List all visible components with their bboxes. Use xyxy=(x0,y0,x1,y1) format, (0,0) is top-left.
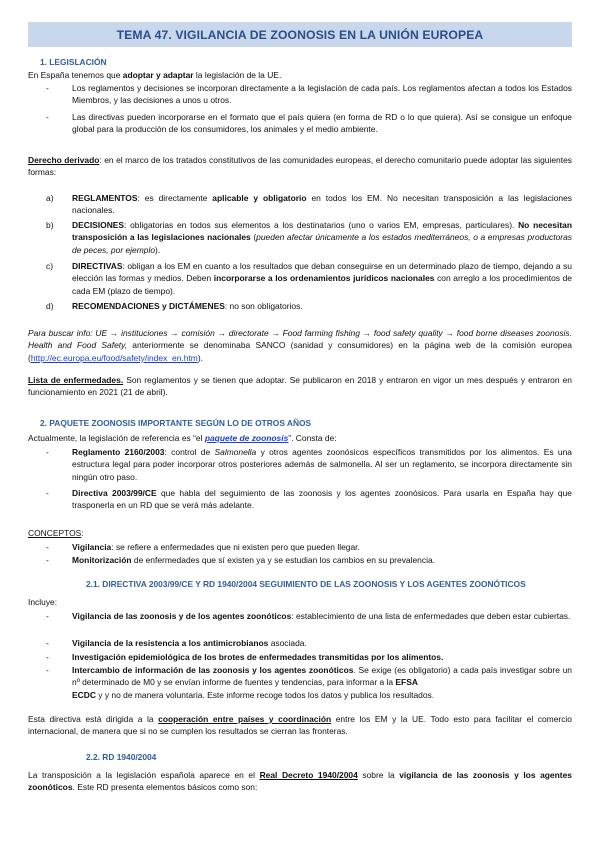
document-title: TEMA 47. VIGILANCIA DE ZOONOSIS EN LA UNIÓN EUROPEA xyxy=(116,27,484,42)
list-marker-c: c) xyxy=(46,261,54,271)
dash-bullet: - xyxy=(46,542,49,552)
s2-conceptos-label: CONCEPTOS: xyxy=(28,528,84,538)
s22-paragraph: La transposición a la legislación española aparece en el Real Decreto 1940/2004 sobre la vigilancia de las zoonosis y los agentes zoonóticos. Este RD presenta elementos básicos como son: xyxy=(28,770,572,793)
s1-item-reglamentos: REGLAMENTOS: es directamente aplicable y obligatorio en todos los EM. No necesitan transposición a las legislaciones nacionales. xyxy=(72,193,572,216)
s21-item-intercambio: Intercambio de información de las zoonosis y los agentes zoonóticos. Se exige (es obligatorio) a cada país investigar sobre un nº determinado de M0 y se envían informe de fuentes y tendencias, para informar a la EFSA ECDC y y no de manera voluntaria. Este informe recoge todos los datos y publica los resultados. xyxy=(72,665,572,700)
section-2-heading: 2. PAQUETE ZOONOSIS IMPORTANTE SEGÚN LO DE OTROS AÑOS xyxy=(40,418,312,428)
list-marker-b: b) xyxy=(46,220,54,230)
title-banner xyxy=(28,22,572,47)
s1-item-directivas: DIRECTIVAS: obligan a los EM en cuanto a los resultados que deban conseguirse en un determinado plazo de tiempo, dejando a su elección las formas y medios. Deben incorporarse a los ordenamientos jurídicos nacionales con arreglo a los procedimientos de cada EM (plazo de tiempo). xyxy=(72,261,572,296)
s21-item-resistencia: Vigilancia de la resistencia a los antimicrobianos asociada. xyxy=(72,638,307,648)
dash-bullet: - xyxy=(46,611,49,621)
dash-bullet: - xyxy=(46,665,49,675)
dash-bullet: - xyxy=(46,447,49,457)
dash-bullet: - xyxy=(46,555,49,565)
s1-intro: En España tenemos que adoptar y adaptar la legislación de la UE. xyxy=(28,70,282,80)
s21-cooperacion-paragraph: Esta directiva está dirigida a la cooperación entre países y coordinación entre los EM y la UE. Todo esto para facilitar el comercio internacional, de manera que si no se cumplen los resultados se cierran las fronteras. xyxy=(28,714,572,737)
s21-item-investigacion: Investigación epidemiológica de los brotes de enfermedades transmitidas por los alimentos. xyxy=(72,652,444,662)
list-marker-d: d) xyxy=(46,301,54,311)
s2-vigilancia: Vigilancia: se refiere a enfermedades que ni existen pero que pueden llegar. xyxy=(72,542,360,552)
section-2-2-heading: 2.2. RD 1940/2004 xyxy=(86,752,157,762)
s2-item-reglamento: Reglamento 2160/2003: control de Salmonella y otros agentes zoonósicos específicos transmitidos por los alimentos. Es una estructura legal para poder incorporar otros posteriores además de salmonella. Al ser un reglamento, se incorpora directamente sin ningún otro paso. xyxy=(72,447,572,482)
s1-lista-enfermedades: Lista de enfermedades. Son reglamentos y se tienen que adoptar. Se publicaron en 2018 y entraron en vigor un mes después y entraron en funcionamiento en 2021 (21 de abril). xyxy=(28,375,572,398)
dash-bullet: - xyxy=(46,112,49,122)
section-1-heading: 1. LEGISLACIÓN xyxy=(40,57,107,67)
s1-item-decisiones: DECISIONES: obligatorias en todos sus elementos a los destinatarios (uno o varios EM, empresas, particulares). No necesitan transposición a las legislaciones nacionales (pueden afectar únicamente a los estados mediterráneos, o a empresas productoras de peces, por ejemplo). xyxy=(72,220,573,255)
s2-intro: Actualmente, la legislación de referencia es “el paquete de zoonosis”. Consta de: xyxy=(28,433,337,443)
s1-derecho-derivado: Derecho derivado: en el marco de los tratados constitutivos de las comunidades europeas, el derecho comunitario puede adoptar las siguientes formas: xyxy=(28,155,573,178)
europa-link[interactable]: http://ec.europa.eu/food/safety/index_en.htm xyxy=(30,352,198,363)
s1-bullet-directivas: Las directivas pueden incorporarse en el formato que el país quiera (en forma de RD o lo que quiera). Así se consigue un enfoque global para la producción de los consumidores, los animales y el medio ambiente. xyxy=(72,112,572,135)
dash-bullet: - xyxy=(46,83,49,93)
dash-bullet: - xyxy=(46,638,49,648)
section-2-1-heading: 2.1. DIRECTIVA 2003/99/CE Y RD 1940/2004 SEGUIMIENTO DE LAS ZOONOSIS Y LOS AGENTES ZOONÓTICOS xyxy=(86,579,526,589)
s2-monitorizacion: Monitorización de enfermedades que sí existen ya y se estudian los cambios en su prevalencia. xyxy=(72,555,435,565)
s21-incluye: Incluye: xyxy=(28,597,58,607)
s1-info-paragraph: Para buscar info: UE → instituciones → comisión → directorate → Food farming fishing → food safety quality → food borne diseases zoonosis. Health and Food Safety, anteriormente se denominaba SANCO (sanidad y consumidores) en la página web de la comisión europea (http://ec.europa.eu/food/safety/index_en.htm). xyxy=(28,328,572,363)
s1-item-recomendaciones: RECOMENDACIONES y DICTÁMENES: no son obligatorios. xyxy=(72,301,303,311)
dash-bullet: - xyxy=(46,652,49,662)
dash-bullet: - xyxy=(46,488,49,498)
s2-item-directiva: Directiva 2003/99/CE que habla del seguimiento de las zoonosis y los agentes zoonósicos. Para usarla en España hay que trasponerla en un RD que se verá más adelante. xyxy=(72,488,572,511)
s1-bullet-reglamentos: Los reglamentos y decisiones se incorporan directamente a la legislación de cada país. Los reglamentos afectan a todos los Estados Miembros, y las decisiones a unos u otros. xyxy=(72,83,572,106)
list-marker-a: a) xyxy=(46,193,54,203)
paquete-zoonosis-link[interactable]: paquete de zoonosis xyxy=(204,433,289,443)
s21-item-vigilancia: Vigilancia de las zoonosis y de los agentes zoonóticos: establecimiento de una lista de enfermedades que deben estar cubiertas. xyxy=(72,611,571,621)
